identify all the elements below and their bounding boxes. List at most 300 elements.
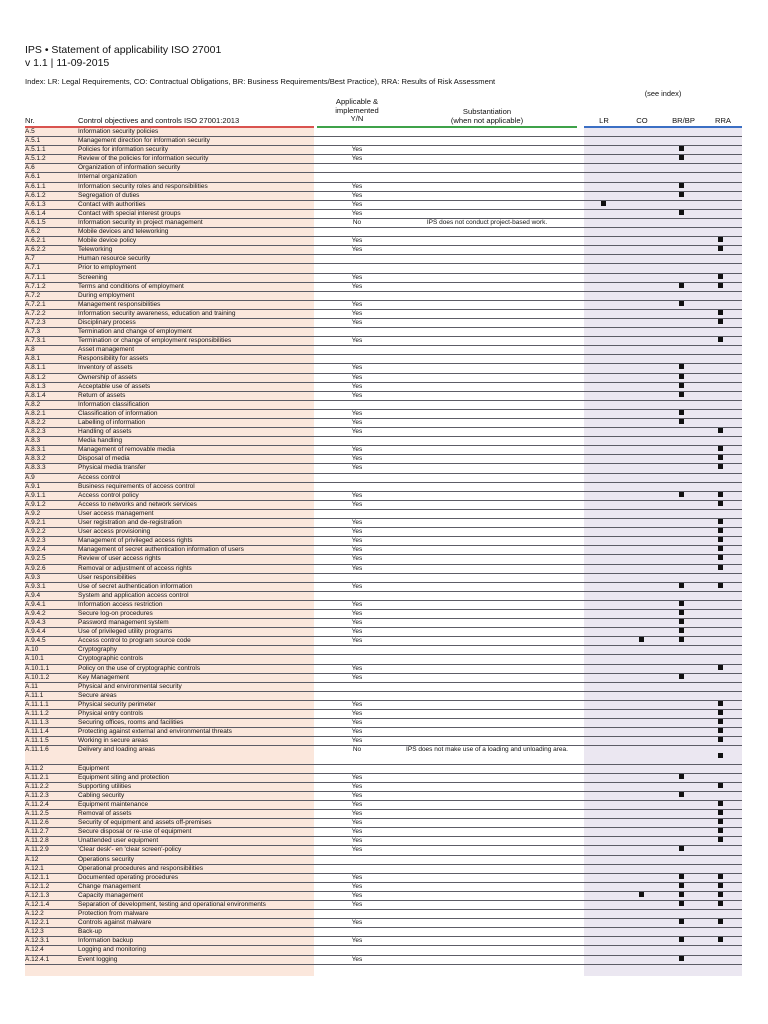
substantiation-header-line1: Substantiation — [462, 107, 512, 116]
control-name: System and application access control — [78, 591, 189, 599]
substantiation-header-line2: (when not applicable) — [450, 115, 524, 125]
control-name: Review of the policies for information security — [78, 155, 209, 163]
rra-mark-icon — [718, 701, 723, 706]
control-number: A.5.1.2 — [25, 155, 46, 163]
control-number: A.7.1.1 — [25, 273, 46, 281]
table-row — [25, 856, 742, 865]
table-row — [25, 319, 742, 328]
table-row — [25, 719, 742, 728]
rra-mark-icon — [718, 783, 723, 788]
applicable-value: Yes — [351, 309, 363, 317]
control-name: Human resource security — [78, 255, 151, 263]
control-number: A.9.2.2 — [25, 528, 46, 536]
br-mark-icon — [679, 583, 684, 588]
rra-mark-icon — [718, 446, 723, 451]
rra-mark-icon — [718, 519, 723, 524]
control-number: A.12.4 — [25, 946, 44, 954]
br-mark-icon — [679, 774, 684, 779]
control-number: A.8.3 — [25, 437, 41, 445]
control-number: A.9.3.1 — [25, 582, 46, 590]
applicable-value: Yes — [351, 318, 363, 326]
applicable-value: Yes — [351, 491, 363, 499]
see-index-note: (see index) — [644, 89, 682, 98]
rra-mark-icon — [718, 874, 723, 879]
table-row — [25, 164, 742, 173]
control-name: Unattended user equipment — [78, 837, 159, 845]
control-name: Segregation of duties — [78, 191, 140, 199]
table-row — [25, 646, 742, 655]
document-version: v 1.1 | 11-09-2015 — [25, 57, 110, 69]
applicable-header-line2: implemented — [335, 105, 379, 115]
control-name: Review of user access rights — [78, 555, 161, 563]
rra-mark-icon — [718, 753, 723, 758]
control-number: A.9.2 — [25, 509, 41, 517]
control-name: Physical security perimeter — [78, 700, 156, 708]
control-number: A.12.1.2 — [25, 882, 50, 890]
table-row — [25, 819, 742, 828]
control-number: A.12.2 — [25, 910, 44, 918]
control-number: A.11.1.4 — [25, 728, 49, 736]
control-name: Ownership of assets — [78, 373, 137, 381]
applicable-value: Yes — [351, 446, 363, 454]
table-row — [25, 264, 742, 273]
rra-mark-icon — [718, 737, 723, 742]
control-number: A.7.2.3 — [25, 318, 46, 326]
applicable-value: Yes — [351, 773, 363, 781]
lr-mark-icon — [601, 201, 606, 206]
applicable-value: Yes — [351, 873, 363, 881]
control-name: Contact with authorities — [78, 200, 146, 208]
table-row — [25, 810, 742, 819]
control-number: A.11.1 — [25, 691, 44, 699]
control-number: A.9.4.1 — [25, 600, 46, 608]
control-number: A.8.1.3 — [25, 382, 46, 390]
control-number: A.11.1.2 — [25, 710, 49, 717]
applicable-value: Yes — [351, 419, 363, 426]
column-header-substantiation — [402, 108, 572, 125]
control-number: A.11.1.6 — [25, 746, 49, 754]
table-row — [25, 783, 742, 792]
table-row — [25, 292, 742, 301]
control-name: Information classification — [78, 400, 150, 408]
br-mark-icon — [679, 619, 684, 624]
br-mark-icon — [679, 183, 684, 188]
applicable-value: Yes — [351, 810, 363, 818]
table-row — [25, 155, 742, 164]
table-row — [25, 710, 742, 719]
br-mark-icon — [679, 374, 684, 379]
table-row — [25, 565, 742, 574]
table-row — [25, 901, 742, 910]
rra-mark-icon — [718, 428, 723, 433]
control-number: A.7.2.1 — [25, 300, 46, 308]
control-name: Event logging — [78, 955, 118, 963]
control-name: Password management system — [78, 619, 169, 627]
control-name: Management direction for information security — [78, 137, 210, 145]
table-row — [25, 537, 742, 546]
table-row — [25, 237, 742, 246]
applicable-header-line1: Applicable & — [335, 97, 379, 106]
rra-mark-icon — [718, 337, 723, 342]
control-name: Operations security — [78, 855, 134, 863]
table-row — [25, 228, 742, 237]
table-row — [25, 392, 742, 401]
applicable-value: Yes — [351, 237, 363, 245]
applicable-value: Yes — [351, 937, 363, 945]
control-number: A.7.2 — [25, 291, 41, 299]
control-number: A.6.1.2 — [25, 191, 46, 199]
rra-mark-icon — [718, 728, 723, 733]
table-row — [25, 128, 742, 137]
rra-mark-icon — [718, 837, 723, 842]
control-name: Contact with special interest groups — [78, 209, 181, 217]
rra-mark-icon — [718, 555, 723, 560]
table-row — [25, 419, 742, 428]
br-mark-icon — [679, 492, 684, 497]
table-row — [25, 201, 742, 210]
table-row — [25, 328, 742, 337]
applicable-value: Yes — [351, 900, 363, 908]
table-row — [25, 928, 742, 937]
applicable-value: Yes — [351, 428, 363, 436]
table-row — [25, 210, 742, 219]
control-number: A.10.1 — [25, 655, 44, 663]
control-name: Terms and conditions of employment — [78, 282, 184, 290]
control-name: Information security roles and responsibilities — [78, 182, 208, 190]
applicable-value: Yes — [351, 564, 363, 572]
control-name: Information access restriction — [78, 600, 163, 608]
control-name: Back-up — [78, 928, 102, 936]
rra-mark-icon — [718, 937, 723, 942]
control-name: Protecting against external and environmental threats — [78, 728, 232, 736]
control-name: Teleworking — [78, 246, 113, 254]
column-header-control: Control objectives and controls ISO 27001:2013 — [78, 116, 240, 125]
control-number: A.9 — [25, 473, 35, 481]
table-row — [25, 301, 742, 310]
rra-mark-icon — [718, 319, 723, 324]
control-name: Securing offices, rooms and facilities — [78, 719, 184, 727]
co-mark-icon — [639, 637, 644, 642]
applicable-value: Yes — [351, 919, 363, 927]
applicable-value: Yes — [351, 191, 363, 199]
control-number: A.8.2.2 — [25, 419, 46, 426]
substantiation-text: IPS does not make use of a loading and unloading area. — [406, 746, 568, 754]
control-number: A.10.1.1 — [25, 664, 50, 672]
control-number: A.6.2.2 — [25, 246, 46, 254]
br-mark-icon — [679, 874, 684, 879]
applicable-value: Yes — [351, 664, 363, 672]
table-row — [25, 173, 742, 182]
br-mark-icon — [679, 283, 684, 288]
applicable-value: Yes — [351, 246, 363, 254]
applicable-value: Yes — [351, 719, 363, 727]
table-row — [25, 437, 742, 446]
control-number: A.9.1.2 — [25, 500, 46, 508]
control-number: A.11.2.7 — [25, 828, 49, 836]
br-mark-icon — [679, 301, 684, 306]
control-name: Information security in project management — [78, 218, 203, 226]
applicable-header-line3: Y/N — [350, 114, 364, 123]
control-number: A.6.1.3 — [25, 200, 46, 208]
control-number: A.8.3.3 — [25, 464, 46, 472]
rra-mark-icon — [718, 828, 723, 833]
rra-mark-icon — [718, 546, 723, 551]
applicable-value: Yes — [351, 846, 363, 854]
control-name: Management of removable media — [78, 446, 175, 454]
applicable-value: Yes — [351, 619, 363, 627]
control-number: A.12.1.4 — [25, 900, 50, 908]
control-name: Physical entry controls — [78, 710, 144, 717]
applicable-value: Yes — [351, 609, 363, 617]
applicable-value: Yes — [351, 955, 363, 963]
table-row — [25, 846, 742, 855]
br-mark-icon — [679, 383, 684, 388]
rra-mark-icon — [718, 665, 723, 670]
applicable-value: Yes — [351, 519, 363, 527]
control-number: A.12.1.1 — [25, 873, 50, 881]
br-mark-icon — [679, 364, 684, 369]
control-number: A.11.1.3 — [25, 719, 49, 727]
rra-mark-icon — [718, 801, 723, 806]
control-number: A.7 — [25, 255, 35, 263]
br-mark-icon — [679, 637, 684, 642]
table-row — [25, 628, 742, 637]
br-mark-icon — [679, 674, 684, 679]
table-row — [25, 937, 742, 946]
applicable-value: Yes — [351, 382, 363, 390]
table-row — [25, 219, 742, 228]
rra-mark-icon — [718, 492, 723, 497]
control-name: User access management — [78, 509, 154, 517]
table-row — [25, 774, 742, 783]
applicable-value: Yes — [351, 837, 363, 845]
control-number: A.8.2.3 — [25, 428, 46, 436]
applicable-value: Yes — [351, 546, 363, 554]
applicable-value: Yes — [351, 537, 363, 545]
control-number: A.7.3 — [25, 328, 41, 336]
control-number: A.9.2.6 — [25, 564, 46, 572]
table-row — [25, 464, 742, 473]
table-row — [25, 501, 742, 510]
br-mark-icon — [679, 846, 684, 851]
document-title: IPS • Statement of applicability ISO 27001 — [25, 44, 222, 56]
applicable-value: Yes — [351, 337, 363, 345]
br-mark-icon — [679, 919, 684, 924]
applicable-value: Yes — [351, 409, 363, 417]
table-row — [25, 737, 742, 746]
control-name: Cryptography — [78, 646, 118, 654]
table-row — [25, 619, 742, 628]
table-row — [25, 637, 742, 646]
control-name: Labelling of information — [78, 419, 146, 426]
applicable-value: Yes — [351, 828, 363, 836]
control-name: Information backup — [78, 937, 134, 945]
applicable-value: Yes — [351, 637, 363, 645]
table-row — [25, 274, 742, 283]
control-name: Termination or change of employment responsibilities — [78, 337, 232, 345]
control-number: A.11.2.5 — [25, 810, 49, 818]
rra-mark-icon — [718, 237, 723, 242]
control-number: A.9.1 — [25, 482, 41, 490]
control-name: Delivery and loading areas — [78, 746, 155, 754]
table-row — [25, 310, 742, 319]
rra-mark-icon — [718, 892, 723, 897]
applicable-value: Yes — [351, 728, 363, 736]
control-name: Prior to employment — [78, 264, 137, 272]
column-header-lr: LR — [599, 116, 609, 125]
control-name: Secure areas — [78, 691, 117, 699]
control-number: A.11.2.6 — [25, 819, 49, 827]
table-row — [25, 956, 742, 965]
control-number: A.8.1.4 — [25, 391, 46, 399]
table-row — [25, 655, 742, 664]
table-row — [25, 828, 742, 837]
table-row — [25, 837, 742, 846]
control-name: Cryptographic controls — [78, 655, 144, 663]
control-number: A.9.1.1 — [25, 491, 46, 499]
rra-mark-icon — [718, 246, 723, 251]
control-number: A.9.4.3 — [25, 619, 46, 627]
control-name: Equipment siting and protection — [78, 773, 170, 781]
control-number: A.9.4.4 — [25, 628, 46, 636]
rra-mark-icon — [718, 583, 723, 588]
applicable-value: Yes — [351, 628, 363, 636]
substantiation-text: IPS does not conduct project-based work. — [426, 218, 548, 226]
rra-mark-icon — [718, 537, 723, 542]
control-number: A.9.4.5 — [25, 637, 46, 645]
control-number: A.6.1.4 — [25, 209, 46, 217]
column-header-co: CO — [636, 116, 648, 125]
control-number: A.11.2 — [25, 764, 44, 772]
control-name: 'Clear desk'- en 'clear screen'-policy — [78, 846, 182, 854]
column-header-br: BR/BP — [672, 116, 695, 125]
control-name: Mobile device policy — [78, 237, 137, 245]
control-name: Operational procedures and responsibilities — [78, 864, 204, 872]
control-name: Access control policy — [78, 491, 139, 499]
rra-mark-icon — [718, 528, 723, 533]
table-row — [25, 592, 742, 601]
applicable-value: Yes — [351, 582, 363, 590]
control-name: Media handling — [78, 437, 123, 445]
control-number: A.9.4 — [25, 591, 41, 599]
br-mark-icon — [679, 628, 684, 633]
rra-mark-icon — [718, 310, 723, 315]
table-row — [25, 683, 742, 692]
control-name: Asset management — [78, 346, 135, 354]
table-row — [25, 474, 742, 483]
control-name: Use of secret authentication information — [78, 582, 193, 590]
table-row — [25, 455, 742, 464]
table-row — [25, 428, 742, 437]
control-name: Access to networks and network services — [78, 500, 197, 508]
control-number: A.8.3.1 — [25, 446, 46, 454]
rra-mark-icon — [718, 501, 723, 506]
table-row — [25, 892, 742, 901]
br-mark-icon — [679, 883, 684, 888]
control-name: Acceptable use of assets — [78, 382, 151, 390]
rra-mark-icon — [718, 565, 723, 570]
rra-mark-icon — [718, 710, 723, 715]
applicable-value: Yes — [351, 391, 363, 399]
table-row — [25, 183, 742, 192]
applicable-value: Yes — [351, 209, 363, 217]
table-row — [25, 865, 742, 874]
control-name: Documented operating procedures — [78, 873, 179, 881]
control-number: A.8.2.1 — [25, 409, 46, 417]
applicable-value: No — [352, 746, 362, 754]
applicable-value: Yes — [351, 673, 363, 681]
applicable-value: Yes — [351, 464, 363, 472]
control-name: Separation of development, testing and operational environments — [78, 900, 266, 908]
column-header-rra: RRA — [714, 116, 732, 125]
control-name: Controls against malware — [78, 919, 152, 927]
table-row — [25, 337, 742, 346]
control-number: A.10.1.2 — [25, 673, 50, 681]
control-name: Capacity management — [78, 891, 144, 899]
control-name: Secure log-on procedures — [78, 609, 153, 617]
table-row — [25, 946, 742, 955]
applicable-value: Yes — [351, 819, 363, 827]
table-row — [25, 874, 742, 883]
control-number: A.9.4.2 — [25, 609, 46, 617]
control-name: Termination and change of employment — [78, 328, 192, 336]
control-name: Screening — [78, 273, 108, 281]
control-name: User registration and de-registration — [78, 519, 182, 527]
control-number: A.12.1 — [25, 864, 44, 872]
table-row — [25, 519, 742, 528]
applicable-value: No — [352, 218, 362, 226]
applicable-value: Yes — [351, 800, 363, 808]
control-name: User responsibilities — [78, 573, 137, 581]
control-name: Classification of information — [78, 409, 158, 417]
control-number: A.11.2.9 — [25, 846, 49, 854]
control-number: A.8.1.2 — [25, 373, 46, 381]
control-number: A.10 — [25, 646, 39, 654]
control-number: A.12.2.1 — [25, 919, 50, 927]
table-row — [25, 383, 742, 392]
table-row — [25, 483, 742, 492]
applicable-value: Yes — [351, 146, 363, 154]
br-mark-icon — [679, 610, 684, 615]
control-name: Secure disposal or re-use of equipment — [78, 828, 192, 836]
control-number: A.9.2.1 — [25, 519, 46, 527]
table-row — [25, 574, 742, 583]
rra-mark-icon — [718, 464, 723, 469]
control-name: Information security policies — [78, 128, 159, 135]
control-name: Internal organization — [78, 173, 137, 181]
applicable-value: Yes — [351, 500, 363, 508]
control-number: A.7.3.1 — [25, 337, 46, 345]
table-row — [25, 910, 742, 919]
br-mark-icon — [679, 937, 684, 942]
applicable-value: Yes — [351, 182, 363, 190]
rra-mark-icon — [718, 274, 723, 279]
br-mark-icon — [679, 146, 684, 151]
table-row — [25, 528, 742, 537]
applicable-value: Yes — [351, 700, 363, 708]
applicable-value: Yes — [351, 273, 363, 281]
applicable-value: Yes — [351, 373, 363, 381]
control-number: A.6 — [25, 164, 35, 172]
co-mark-icon — [639, 892, 644, 897]
control-number: A.11.2.8 — [25, 837, 49, 845]
column-header-applicable — [317, 98, 397, 124]
control-number: A.6.1 — [25, 173, 41, 181]
table-row — [25, 246, 742, 255]
control-name: Equipment — [78, 764, 110, 772]
control-number: A.7.2.2 — [25, 309, 46, 317]
table-row — [25, 410, 742, 419]
